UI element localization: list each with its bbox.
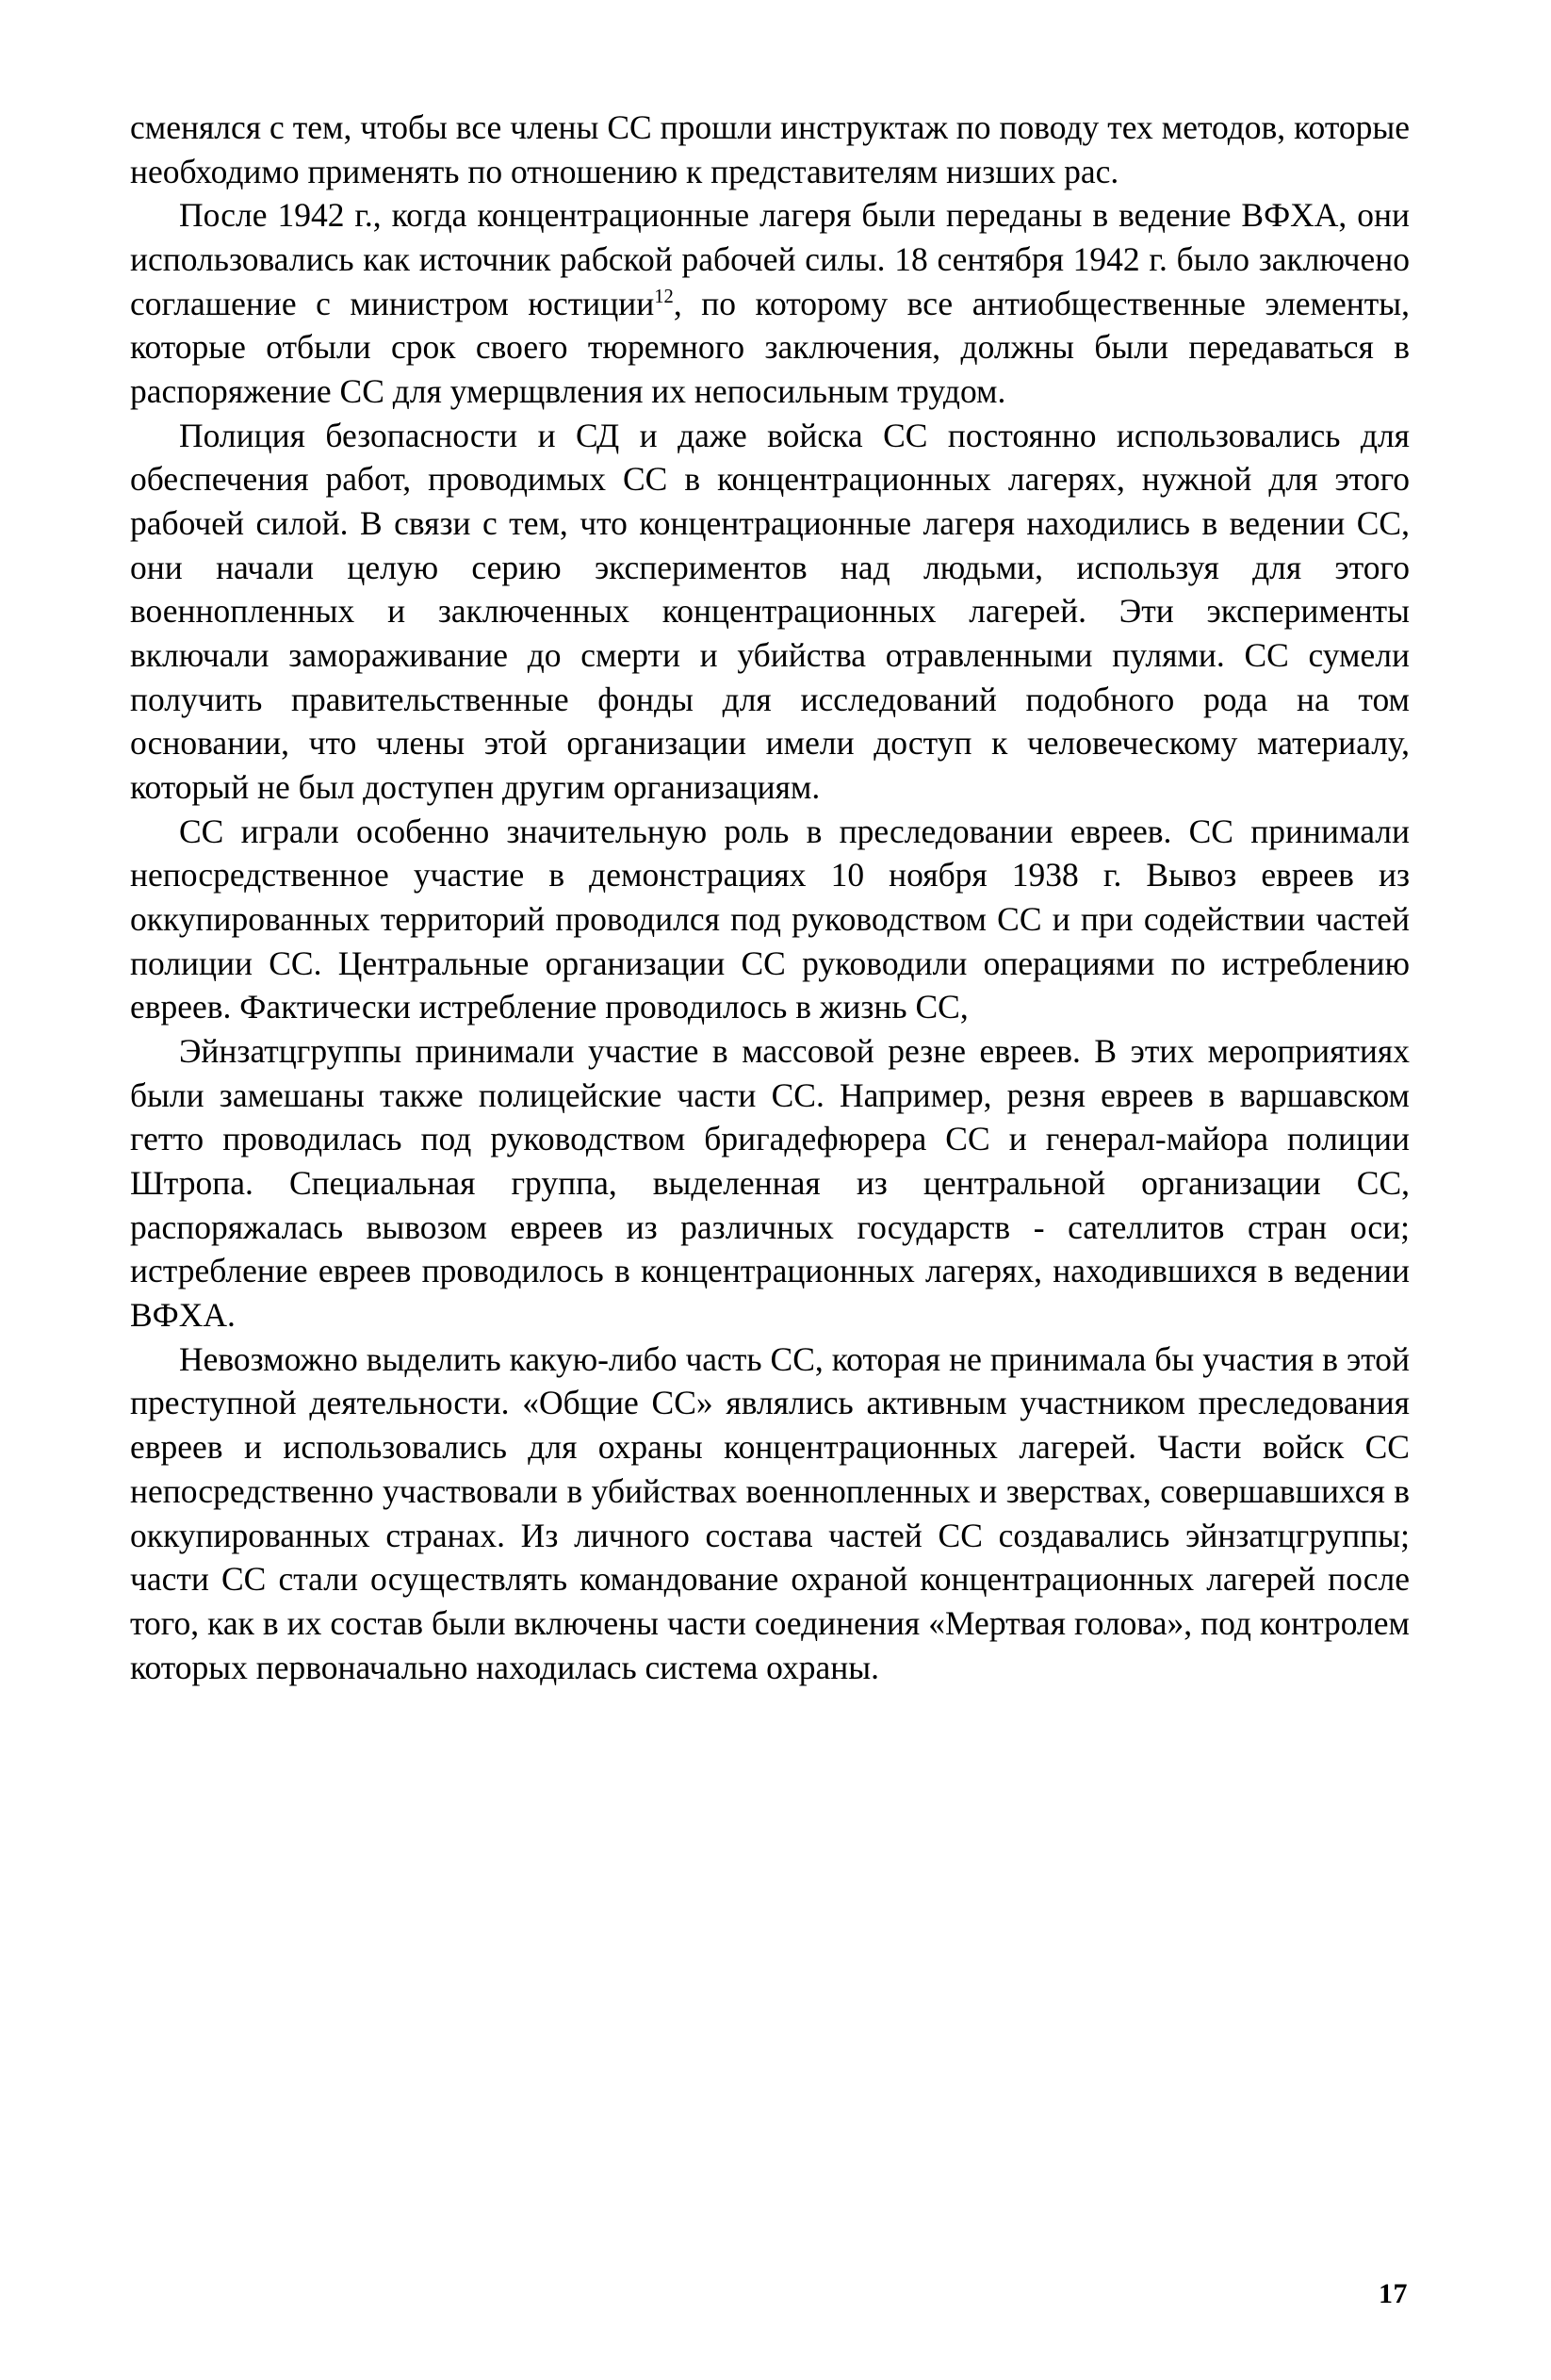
footnote-reference-12: 12 bbox=[654, 286, 674, 307]
paragraph-4: СС играли особенно значительную роль в преследовании евреев. СС принимали непосредственное участие в демонстрациях 10 ноября 1938 г. Вывоз евреев из оккупированных территорий проводился под руководством СС и при содействии частей полиции СС. Центральные организации СС руководили операциями по истреблению евреев. Фактически истребление проводилось в жизнь СС, bbox=[130, 812, 1410, 1026]
paragraph-6: Невозможно выделить какую-либо часть СС, которая не принимала бы участия в этой преступной деятельности. «Общие СС» являлись активным участником преследования евреев и использовались для охраны концентрационных лагерей. Части войск СС непосредственно участвовали в убийствах военнопленных и зверствах, совершавшихся в оккупированных странах. Из личного состава частей СС создавались эйнзатцгруппы; части СС стали осуществлять командование охраной концентрационных лагерей после того, как в их состав были включены части соединения «Мертвая голова», под контролем которых первоначально находилась система охраны. bbox=[130, 1339, 1410, 1686]
paragraph-2 bbox=[130, 193, 1410, 413]
page-number: 17 bbox=[1379, 2278, 1408, 2309]
paragraph-3: Полиция безопасности и СД и даже войска СС постоянно использовались для обеспечения работ, проводимых СС в концентрационных лагерях, нужной для этого рабочей силой. В связи с тем, что концентрационные лагеря находились в ведении СС, они начали целую серию экспериментов над людьми, используя для этого военнопленных и заключенных концентрационных лагерей. Эти эксперименты включали замораживание до смерти и убийства отравленными пулями. СС сумели получить правительственные фонды для исследований подобного рода на том основании, что члены этой организации имели доступ к человеческому материалу, который не был доступен другим организациям. bbox=[130, 416, 1410, 807]
page-body bbox=[130, 106, 1410, 1689]
paragraph-2-text-after-footnote: , по которому все антиобщественные элементы, которые отбыли срок своего тюремного заключения, должны были передаваться в распоряжение СС для умерщвления их непосильным трудом. bbox=[130, 284, 1411, 411]
paragraph-1: сменялся с тем, чтобы все члены СС прошли инструктаж по поводу тех методов, которые необходимо применять по отношению к представителям низших рас. bbox=[130, 108, 1410, 190]
paragraph-2-text-before-footnote: После 1942 г., когда концентрационные лагеря были переданы в ведение ВФХА, они использовались как источник рабской рабочей силы. 18 сентября 1942 г. было заключено соглашение с министром юстиции bbox=[130, 196, 1410, 322]
paragraph-5: Эйнзатцгруппы принимали участие в массовой резне евреев. В этих мероприятиях были замешаны также полицейские части СС. Например, резня евреев в варшавском гетто проводилась под руководством бригадефюрера СС и генерал-майора полиции Штропа. Специальная группа, выделенная из центральной организации СС, распоряжалась вывозом евреев из различных государств - сателлитов стран оси; истребление евреев проводилось в концентрационных лагерях, находившихся в ведении ВФХА. bbox=[130, 1032, 1410, 1335]
